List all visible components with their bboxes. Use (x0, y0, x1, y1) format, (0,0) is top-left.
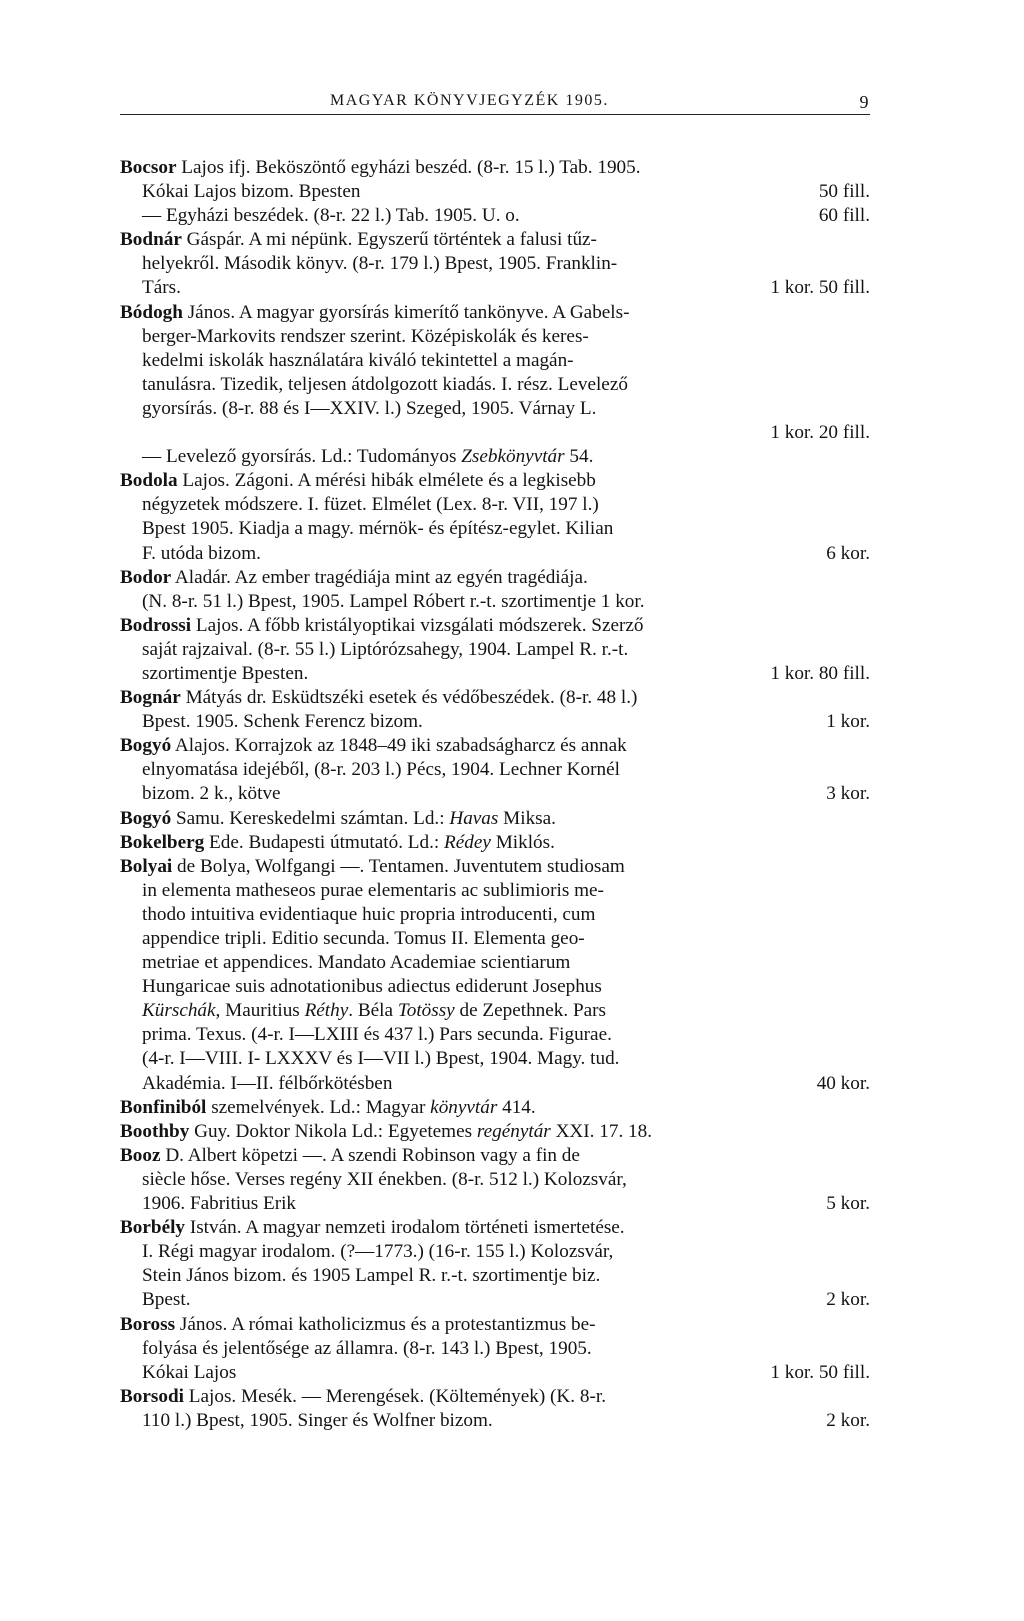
price: 60 fill. (818, 205, 870, 227)
entry-text: Kókai Lajos bizom. Bpesten (142, 181, 361, 203)
catalogue-entries (120, 156, 870, 1433)
catalogue-entry (120, 1385, 870, 1433)
italic-text: Kürschák (142, 1000, 216, 1022)
author-surname: Bogyó (120, 735, 172, 757)
price: 1 kor. 20 fill. (770, 422, 870, 444)
author-surname: Bokelberg (120, 831, 205, 853)
catalogue-entry (120, 1096, 870, 1120)
entry-text: (4-r. I—VIII. I- LXXXV és I—VII l.) Bpest, 1904. Magy. tud. (142, 1048, 620, 1070)
italic-text: Zsebkönyvtár (461, 446, 565, 468)
author-surname: Bonfiniból (120, 1096, 207, 1118)
entry-line (120, 1120, 870, 1144)
entry-text: Guy. Doktor Nikola Ld.: Egyetemes (189, 1120, 477, 1142)
catalogue-entry (120, 469, 870, 565)
entry-text: saját rajzaival. (8-r. 55 l.) Liptórózsahegy, 1904. Lampel R. r.-t. (142, 638, 629, 660)
price: 2 kor. (826, 1289, 870, 1311)
entry-line (120, 445, 870, 469)
author-surname: Borsodi (120, 1385, 184, 1407)
entry-text: Lajos ifj. Beköszöntő egyházi beszéd. (8-r. 15 l.) Tab. 1905. (176, 157, 641, 178)
author-surname: Borbély (120, 1217, 186, 1239)
author-surname: Bocsor (120, 157, 177, 178)
entry-line (120, 421, 870, 445)
catalogue-entry (120, 156, 870, 228)
price: 1 kor. 50 fill. (770, 1361, 870, 1383)
entry-line (120, 1168, 870, 1192)
entry-text: prima. Texus. (4-r. I—LXIII és 437 l.) Pars secunda. Figurae. (142, 1024, 612, 1046)
entry-line (120, 975, 870, 999)
entry-text: berger-Markovits rendszer szerint. Középiskolák és keres- (142, 325, 589, 347)
author-surname: Boothby (120, 1120, 190, 1142)
entry-text: (N. 8-r. 51 l.) Bpest, 1905. Lampel Róbert r.-t. szortimentje 1 kor. (142, 590, 645, 612)
entry-text: Alajos. Korrajzok az 1848–49 iki szabadságharcz és annak (171, 735, 627, 757)
entry-text: appendice tripli. Editio secunda. Tomus II. Elementa geo- (142, 928, 585, 949)
catalogue-entry (120, 807, 870, 831)
entry-line (120, 1288, 870, 1312)
entry-text: szortimentje Bpesten. (142, 662, 309, 684)
price: 3 kor. (826, 783, 870, 805)
catalogue-entry (120, 855, 870, 1096)
catalogue-entry (120, 614, 870, 686)
entry-line (120, 373, 870, 397)
entry-line (120, 807, 870, 831)
entry-text: helyekről. Második könyv. (8-r. 179 l.) Bpest, 1905. Franklin- (142, 253, 618, 275)
entry-line (120, 1313, 870, 1337)
entry-line (120, 855, 870, 879)
author-surname: Bodor (120, 566, 172, 588)
entry-text: 54. (564, 446, 594, 468)
author-surname: Bodola (120, 470, 178, 492)
entry-text: tanulásra. Tizedik, teljesen átdolgozott kiadás. I. rész. Levelező (142, 373, 628, 395)
entry-line (120, 1047, 870, 1071)
entry-text: négyzetek módszere. I. füzet. Elmélet (Lex. 8-r. VII, 197 l.) (142, 494, 599, 516)
entry-line (120, 903, 870, 927)
catalogue-entry (120, 228, 870, 300)
italic-text: Havas (449, 807, 499, 829)
entry-text: Bpest 1905. Kiadja a magy. mérnök- és építész-egylet. Kilian (142, 518, 614, 540)
price: 1 kor. 50 fill. (770, 277, 870, 299)
entry-line (120, 831, 870, 855)
entry-line (120, 301, 870, 325)
entry-text: Gáspár. A mi népünk. Egyszerű történtek a falusi tűz- (181, 229, 597, 251)
entry-line (120, 1072, 870, 1096)
catalogue-entry (120, 1313, 870, 1385)
entry-line (120, 542, 870, 566)
entry-line (120, 349, 870, 373)
entry-text: D. Albert köpetzi —. A szendi Robinson vagy a fin de (160, 1144, 580, 1166)
entry-line (120, 1192, 870, 1216)
entry-text: thodo intuitiva evidentiaque huic propria introducenti, cum (142, 903, 596, 925)
entry-text: Társ. (142, 277, 181, 299)
price: 6 kor. (826, 542, 870, 564)
entry-line (120, 614, 870, 638)
entry-text: kedelmi iskolák használatára kiváló tekintettel a magán- (142, 349, 574, 371)
page-number: 9 (859, 92, 870, 112)
entry-text: bizom. 2 k., kötve (142, 783, 281, 805)
entry-line (120, 1216, 870, 1240)
catalogue-entry (120, 566, 870, 614)
entry-line (120, 517, 870, 541)
entry-line (120, 156, 870, 180)
entry-text: metriae et appendices. Mandato Academiae scientiarum (142, 952, 571, 974)
entry-line (120, 252, 870, 276)
entry-line (120, 469, 870, 493)
entry-text: Bpest. 1905. Schenk Ferencz bizom. (142, 711, 423, 733)
entry-line (120, 590, 870, 614)
entry-text: F. utóda bizom. (142, 542, 261, 564)
entry-line (120, 927, 870, 951)
entry-text: Lajos. A főbb kristályoptikai vizsgálati módszerek. Szerző (191, 614, 644, 636)
entry-text: Kókai Lajos (142, 1361, 237, 1383)
italic-text: Rédey (444, 831, 491, 853)
entry-line (120, 999, 870, 1023)
entry-line (120, 1409, 870, 1433)
entry-line (120, 1361, 870, 1385)
entry-line (120, 276, 870, 300)
entry-line (120, 879, 870, 903)
entry-line (120, 1264, 870, 1288)
entry-text: 414. (497, 1096, 536, 1118)
entry-line (120, 1385, 870, 1409)
entry-text: Hungaricae suis adnotationibus adiectus ediderunt Josephus (142, 976, 602, 998)
entry-text: Miksa. (498, 807, 556, 829)
running-title: MAGYAR KÖNYVJEGYZÉK 1905. (330, 92, 609, 109)
entry-line (120, 782, 870, 806)
entry-text: Aladár. Az ember tragédiája mint az egyén tragédiája. (171, 566, 588, 588)
entry-text: XXI. 17. 18. (550, 1120, 653, 1142)
author-surname: Bognár (120, 687, 181, 709)
entry-text: . Béla (348, 1000, 398, 1022)
entry-text: folyása és jelentősége az államra. (8-r. 143 l.) Bpest, 1905. (142, 1337, 592, 1359)
entry-text: Lajos. Zágoni. A mérési hibák elmélete és a legkisebb (177, 470, 596, 492)
entry-text: in elementa matheseos purae elementaris ac sublimioris me- (142, 879, 604, 901)
entry-text: Lajos. Mesék. — Merengések. (Költemények) (K. 8-r. (183, 1385, 606, 1407)
italic-text: regénytár (476, 1120, 551, 1142)
italic-text: Totössy (397, 1000, 455, 1022)
entry-text: gyorsírás. (8-r. 88 és I—XXIV. l.) Szeged, 1905. Várnay L. (142, 397, 597, 419)
entry-line (120, 686, 870, 710)
entry-line (120, 951, 870, 975)
entry-text: Mátyás dr. Esküdtszéki esetek és védőbeszédek. (8-r. 48 l.) (180, 687, 638, 709)
catalogue-entry (120, 686, 870, 734)
entry-line (120, 180, 870, 204)
entry-text: Samu. Kereskedelmi számtan. Ld.: (171, 807, 450, 829)
entry-line (120, 493, 870, 517)
price: 2 kor. (826, 1409, 870, 1431)
italic-text: Réthy (304, 1000, 349, 1022)
entry-line (120, 397, 870, 421)
entry-text: elnyomatása idejéből, (8-r. 203 l.) Pécs, 1904. Lechner Kornél (142, 759, 620, 781)
entry-line (120, 566, 870, 590)
entry-text: Miklós. (490, 831, 555, 853)
entry-text: 1906. Fabritius Erik (142, 1193, 297, 1215)
italic-text: könyvtár (430, 1096, 498, 1118)
entry-text: de Bolya, Wolfgangi —. Tentamen. Juventutem studiosam (172, 855, 625, 877)
entry-text: de Zepethnek. Pars (454, 1000, 607, 1022)
entry-line (120, 662, 870, 686)
price: 5 kor. (826, 1193, 870, 1215)
entry-line (120, 734, 870, 758)
entry-text: szemelvények. Ld.: Magyar (206, 1096, 431, 1118)
entry-line (120, 228, 870, 252)
catalogue-entry (120, 1120, 870, 1144)
entry-line (120, 638, 870, 662)
author-surname: Bódogh (120, 301, 183, 323)
entry-line (120, 204, 870, 228)
catalogue-entry (120, 734, 870, 806)
entry-text: Akadémia. I—II. félbőrkötésben (142, 1072, 393, 1094)
running-header (120, 86, 870, 115)
entry-text: János. A magyar gyorsírás kimerítő tankönyve. A Gabels- (182, 301, 630, 323)
entry-text: Ede. Budapesti útmutató. Ld.: (204, 831, 445, 853)
entry-line (120, 325, 870, 349)
entry-text: István. A magyar nemzeti irodalom történeti ismertetése. (185, 1217, 625, 1239)
catalogue-entry (120, 1216, 870, 1312)
entry-text: I. Régi magyar irodalom. (?—1773.) (16-r. 155 l.) Kolozsvár, (142, 1241, 614, 1263)
entry-line (120, 710, 870, 734)
catalogue-entry (120, 831, 870, 855)
entry-line (120, 1240, 870, 1264)
entry-text: — Levelező gyorsírás. Ld.: Tudományos (142, 446, 462, 468)
entry-text: János. A római katholicizmus és a protestantizmus be- (175, 1313, 596, 1335)
entry-line (120, 758, 870, 782)
entry-line (120, 1144, 870, 1168)
author-surname: Bogyó (120, 807, 172, 829)
entry-text: 110 l.) Bpest, 1905. Singer és Wolfner bizom. (142, 1409, 493, 1431)
entry-text: , Mauritius (215, 1000, 305, 1022)
author-surname: Booz (120, 1144, 161, 1166)
catalogue-entry (120, 1144, 870, 1216)
price: 50 fill. (818, 181, 870, 203)
entry-line (120, 1023, 870, 1047)
author-surname: Boross (120, 1313, 176, 1335)
entry-text: Stein János bizom. és 1905 Lampel R. r.-t. szortimentje biz. (142, 1265, 601, 1287)
entry-text: Bpest. (142, 1289, 191, 1311)
price: 1 kor. (826, 711, 870, 733)
author-surname: Bodrossi (120, 614, 192, 636)
entry-line (120, 1096, 870, 1120)
catalogue-entry (120, 301, 870, 470)
entry-line (120, 1337, 870, 1361)
entry-text: — Egyházi beszédek. (8-r. 22 l.) Tab. 1905. U. o. (142, 205, 520, 227)
price: 1 kor. 80 fill. (770, 662, 870, 684)
price: 40 kor. (816, 1072, 870, 1094)
entry-text: siècle hőse. Verses regény XII énekben. (8-r. 512 l.) Kolozsvár, (142, 1168, 627, 1190)
author-surname: Bodnár (120, 229, 182, 251)
author-surname: Bolyai (120, 855, 173, 877)
